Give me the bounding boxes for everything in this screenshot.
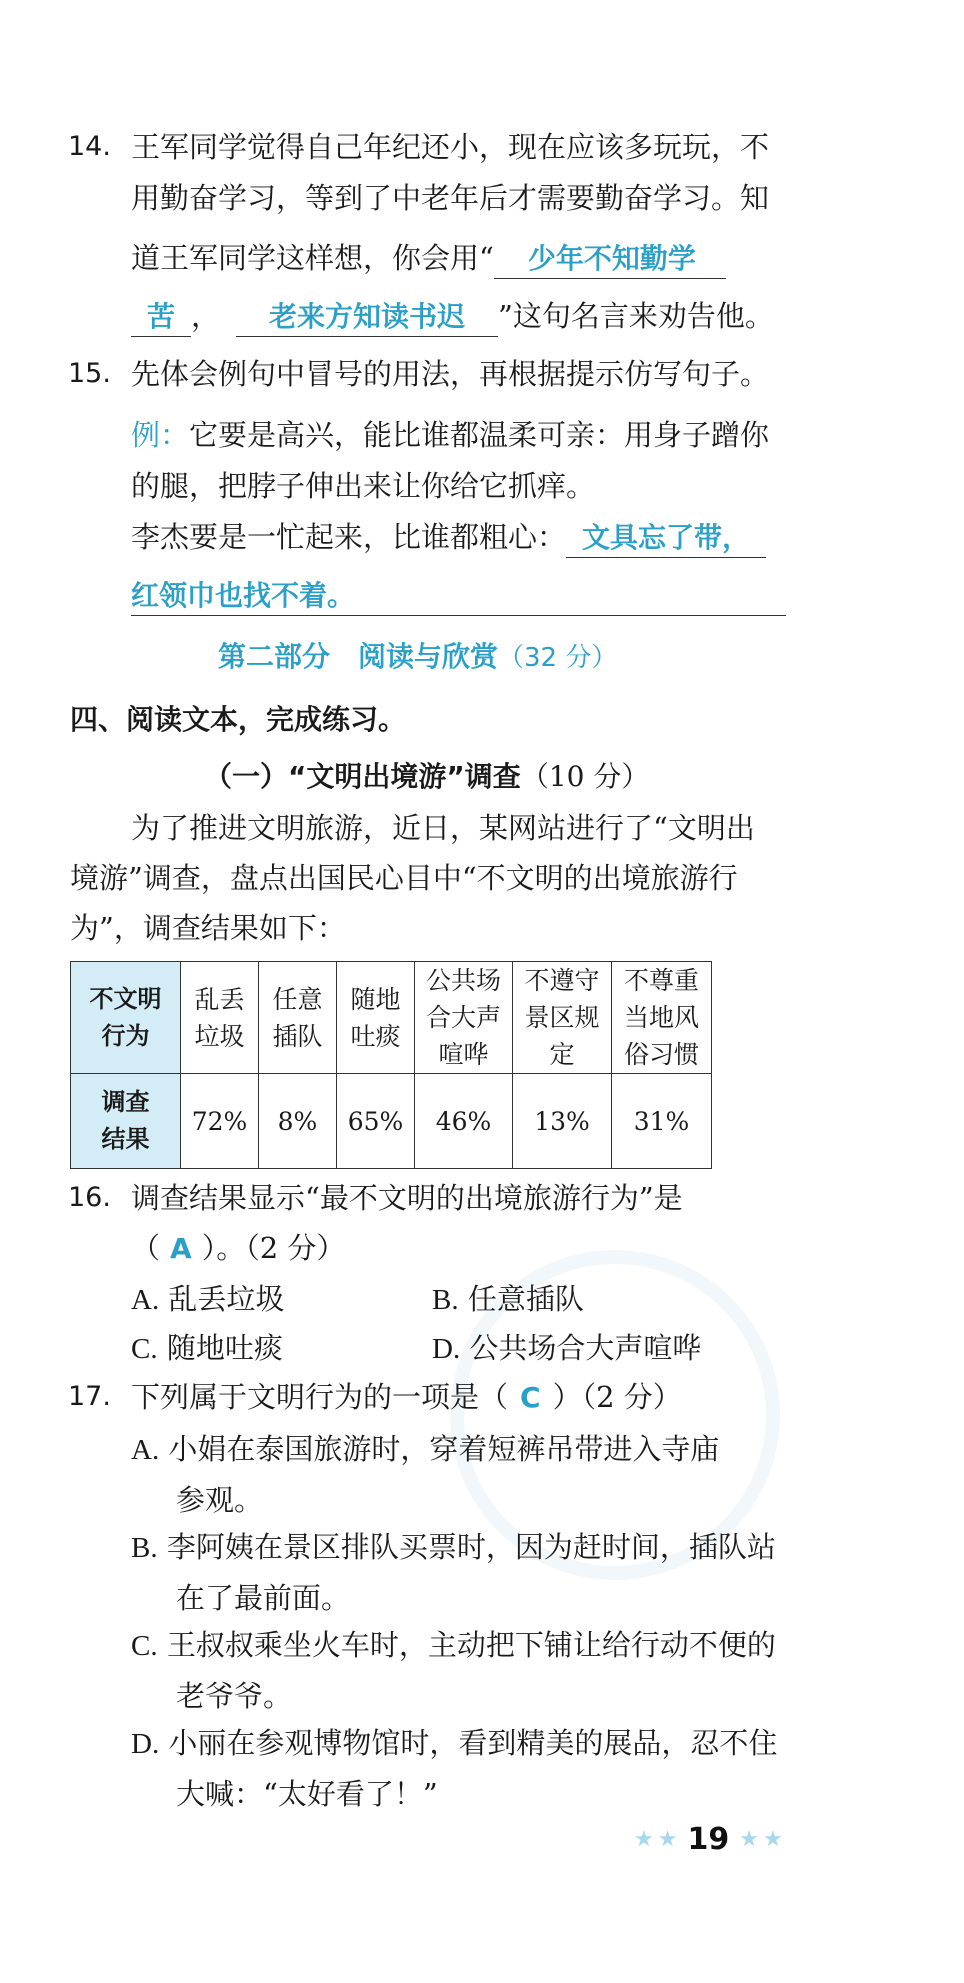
q17-option-d-cont: 大喊：“太好看了！” [176, 1777, 438, 1811]
q17-text: 下列属于文明行为的一项是（ [131, 1380, 509, 1414]
passage-line2: 境游”调查，盘点出国民心目中“不文明的出境旅游行 [70, 861, 738, 895]
option-text: 乱丢垃圾 [168, 1282, 285, 1316]
q16-option-c [131, 1328, 283, 1369]
passage-title [204, 757, 649, 797]
page-number-text: 19 [687, 1822, 730, 1857]
paren-open: （ [131, 1231, 161, 1265]
option-letter: A. [131, 1434, 160, 1466]
q17-option-b [131, 1527, 776, 1568]
row-header-result: 调查 结果 [71, 1074, 181, 1169]
q17-option-d [131, 1723, 777, 1764]
q15-prompt: 李杰要是一忙起来，比谁都粗心： [131, 520, 567, 554]
table-cell: 65% [337, 1074, 415, 1169]
option-letter: D. [131, 1728, 160, 1760]
q17-line1 [131, 1377, 682, 1418]
option-letter: D. [432, 1333, 461, 1365]
q15-answer-part1: 文具忘了带， [582, 521, 751, 554]
q14-line4 [131, 296, 774, 337]
q15-answer-line2 [131, 575, 786, 616]
q16-line1: 调查结果显示“最不文明的出境旅游行为”是 [131, 1181, 683, 1215]
example-label: 例： [131, 418, 190, 452]
q14-answer1-blank[interactable] [494, 239, 726, 279]
star-icon: ★ [762, 1827, 783, 1852]
table-cell: 随地 吐痰 [337, 962, 415, 1074]
example-text: 它要是高兴，能比谁都温柔可亲：用身子蹭你 [189, 418, 770, 452]
star-icon: ★ [634, 1827, 654, 1852]
section-points: （32 分） [498, 643, 618, 673]
star-icon: ★ [739, 1827, 759, 1852]
page-number [632, 1822, 785, 1857]
table-cell: 任意 插队 [259, 962, 337, 1074]
q17-option-b-cont: 在了最前面。 [176, 1581, 351, 1615]
q16-answer[interactable]: A [170, 1232, 192, 1265]
q14-answer2-blank[interactable] [236, 297, 498, 337]
option-text: 李阿姨在景区排队买票时，因为赶时间，插队站 [166, 1530, 776, 1564]
option-letter: B. [432, 1284, 459, 1316]
q16-option-a [131, 1279, 284, 1320]
q17-option-c-cont: 老爷爷。 [176, 1679, 293, 1713]
q14-answer1-part1: 少年不知勤学 [527, 242, 696, 275]
passage-title-text: （一）“文明出境游”调查 [204, 760, 521, 793]
table-cell: 8% [259, 1074, 337, 1169]
row-header-behavior: 不文明 行为 [71, 962, 181, 1074]
option-text: 公共场合大声喧哗 [469, 1331, 702, 1365]
q16-option-b [432, 1279, 584, 1320]
question-number: 15. [68, 358, 111, 389]
q15-prompt-line [131, 517, 766, 558]
star-icon: ★ [657, 1827, 678, 1852]
q14-line4-text: ”这句名言来劝告他。 [498, 299, 774, 333]
q14-answer1-part2: 苦 [146, 300, 175, 333]
q17-answer[interactable]: C [520, 1381, 541, 1414]
section-title-text: 第二部分 阅读与欣赏 [218, 640, 499, 673]
q14-line3-text: 道王军同学这样想，你会用“ [131, 241, 494, 275]
q14-line1: 王军同学觉得自己年纪还小，现在应该多玩玩，不 [131, 130, 770, 164]
q17-option-a-cont: 参观。 [176, 1483, 264, 1517]
passage-points: （10 分） [520, 760, 650, 793]
comma: ， [191, 299, 221, 333]
option-letter: A. [131, 1284, 160, 1316]
option-text: 王叔叔乘坐火车时，主动把下铺让给行动不便的 [166, 1628, 776, 1662]
survey-table [70, 961, 712, 1169]
table-row [71, 1074, 712, 1169]
q15-answer-blank-cont[interactable] [131, 576, 786, 616]
option-letter: C. [131, 1630, 158, 1662]
q15-example-line2: 的腿，把脖子伸出来让你给它抓痒。 [131, 469, 596, 503]
table-cell: 不尊重 当地风 俗习惯 [612, 962, 712, 1074]
part-heading: 四、阅读文本，完成练习。 [70, 703, 407, 736]
q17-option-c [131, 1625, 776, 1666]
paren-close: ）。（2 分） [201, 1231, 346, 1265]
option-text: 随地吐痰 [166, 1331, 283, 1365]
q14-answer2: 老来方知读书迟 [269, 300, 466, 333]
passage-line3: 为”，调查结果如下： [70, 911, 346, 945]
option-letter: C. [131, 1333, 158, 1365]
table-cell: 13% [513, 1074, 612, 1169]
option-text: 小丽在参观博物馆时，看到精美的展品，忍不住 [168, 1726, 778, 1760]
q16-option-d [432, 1328, 701, 1369]
table-cell: 不遵守 景区规 定 [513, 962, 612, 1074]
question-number: 17. [68, 1381, 111, 1412]
q15-answer-part2: 红领巾也找不着。 [131, 579, 356, 612]
q17-points: ）（2 分） [552, 1380, 682, 1414]
q14-line2: 用勤奋学习，等到了中老年后才需要勤奋学习。知 [131, 181, 770, 215]
question-number: 14. [68, 131, 111, 162]
table-cell: 公共场 合大声 喧哗 [415, 962, 513, 1074]
table-row [71, 962, 712, 1074]
q16-answer-line [131, 1228, 345, 1269]
option-text: 小娟在泰国旅游时，穿着短裤吊带进入寺庙 [168, 1432, 720, 1466]
question-number: 16. [68, 1182, 111, 1213]
q14-line3 [131, 238, 726, 279]
table-cell: 46% [415, 1074, 513, 1169]
table-cell: 31% [612, 1074, 712, 1169]
q15-line1: 先体会例句中冒号的用法，再根据提示仿写句子。 [131, 357, 770, 391]
table-cell: 乱丢 垃圾 [181, 962, 259, 1074]
q15-example-line1 [131, 415, 769, 455]
section-title [218, 637, 617, 678]
passage-line1: 为了推进文明旅游，近日，某网站进行了“文明出 [131, 811, 755, 845]
table-cell: 72% [181, 1074, 259, 1169]
q14-answer1-blank-cont[interactable] [131, 297, 191, 337]
q15-answer-blank[interactable] [566, 518, 766, 558]
option-text: 任意插队 [467, 1282, 584, 1316]
option-letter: B. [131, 1532, 158, 1564]
q17-option-a [131, 1429, 719, 1470]
